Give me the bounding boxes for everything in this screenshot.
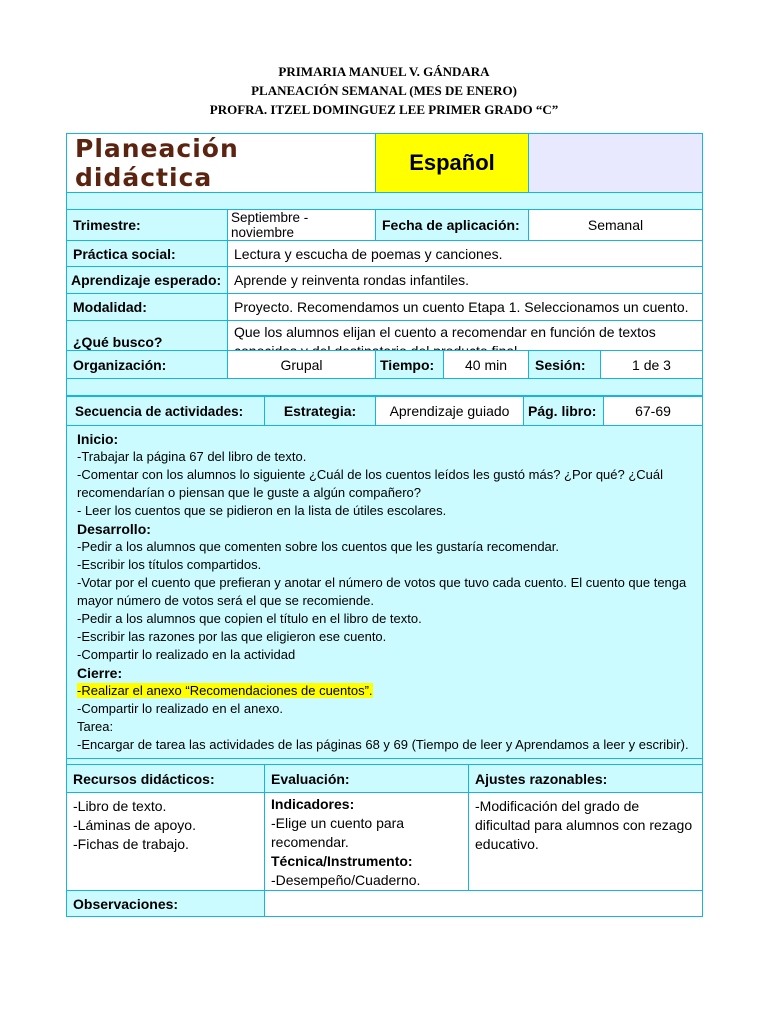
cierre-item: -Compartir lo realizado en el anexo.: [77, 701, 283, 716]
desarrollo-item: -Escribir las razones por las que eligieron ese cuento.: [77, 629, 387, 644]
organization-table: [66, 350, 702, 396]
plan-period: PLANEACIÓN SEMANAL (MES DE ENERO): [251, 83, 517, 98]
organizacion-value: Grupal: [228, 351, 376, 379]
info-table: [66, 133, 702, 380]
sesion-label: Sesión:: [529, 351, 601, 379]
organizacion-label: Organización:: [67, 351, 228, 379]
inicio-item: -Trabajar la página 67 del libro de texto.: [77, 449, 307, 464]
evaluacion-label: Evaluación:: [265, 765, 469, 793]
busco-label: ¿Qué busco?: [67, 321, 228, 363]
plan-title: Planeación didáctica: [67, 134, 376, 193]
estrategia-label: Estrategia:: [265, 397, 376, 426]
school-name: PRIMARIA MANUEL V. GÁNDARA: [278, 64, 490, 79]
busco-value: Que los alumnos elijan el cuento a recomendar en función de textos: [228, 321, 703, 363]
fecha-value: Semanal: [529, 210, 703, 241]
desarrollo-item: -Pedir a los alumnos que comenten sobre los cuentos que les gustaría recomendar.: [77, 539, 559, 554]
trimestre-value: Septiembre - noviembre: [228, 210, 376, 241]
estrategia-value: Aprendizaje guiado: [376, 397, 524, 426]
spacer-row: [67, 379, 703, 396]
sequence-table: [66, 396, 702, 778]
pag-label: Pág. libro:: [524, 397, 604, 426]
subject-label: Español: [376, 134, 529, 193]
recursos-list: [67, 793, 265, 891]
recursos-label: Recursos didácticos:: [67, 765, 265, 793]
practica-value: Lectura y escucha de poemas y canciones.: [228, 241, 703, 267]
evaluacion-content: [265, 793, 469, 891]
recurso-item: -Libro de texto.: [73, 798, 167, 814]
observaciones-label: Observaciones:: [67, 891, 265, 917]
inicio-item: -Comentar con los alumnos lo siguiente ¿Cuál de los cuentos leídos les gustó más? ¿Por qué? ¿Cuál recomendarían o piensan que le guste a algún compañero?: [77, 467, 664, 500]
recurso-item: -Láminas de apoyo.: [73, 817, 196, 833]
desarrollo-item: -Compartir lo realizado en la actividad: [77, 647, 296, 662]
recurso-item: -Fichas de trabajo.: [73, 836, 189, 852]
observaciones-value: [265, 891, 703, 917]
tarea-heading: Tarea:: [77, 719, 114, 734]
activity-sequence: [67, 426, 703, 759]
ajustes-label: Ajustes razonables:: [469, 765, 703, 793]
aprendizaje-label: Aprendizaje esperado:: [67, 267, 228, 294]
sesion-value: 1 de 3: [601, 351, 703, 379]
tecnica-label: Técnica/Instrumento:: [271, 853, 413, 869]
pag-value: 67-69: [604, 397, 703, 426]
tiempo-label: Tiempo:: [376, 351, 444, 379]
indicadores-value: -Elige un cuento para recomendar.: [271, 815, 405, 850]
desarrollo-item: -Pedir a los alumnos que copien el título en el libro de texto.: [77, 611, 422, 626]
secuencia-label: Secuencia de actividades:: [67, 397, 265, 426]
title-blank-cell: [529, 134, 703, 193]
teacher-grade: PROFRA. ITZEL DOMINGUEZ LEE PRIMER GRADO “C”: [209, 102, 559, 117]
spacer-row: [67, 193, 703, 210]
resources-table: [66, 764, 702, 917]
modalidad-value: Proyecto. Recomendamos un cuento Etapa 1. Seleccionamos un cuento.: [228, 294, 703, 321]
modalidad-label: Modalidad:: [67, 294, 228, 321]
cierre-heading: Cierre:: [77, 665, 123, 681]
cierre-highlighted-item: -Realizar el anexo “Recomendaciones de cuentos”.: [77, 683, 373, 698]
trimestre-label: Trimestre:: [67, 210, 228, 241]
desarrollo-item: -Escribir los títulos compartidos.: [77, 557, 262, 572]
document-header: [0, 62, 768, 119]
fecha-label: Fecha de aplicación:: [376, 210, 529, 241]
inicio-heading: Inicio:: [77, 431, 119, 447]
indicadores-label: Indicadores:: [271, 796, 355, 812]
tarea-item: -Encargar de tarea las actividades de las páginas 68 y 69 (Tiempo de leer y Aprendamos a leer y escribir).: [77, 737, 689, 752]
tiempo-value: 40 min: [444, 351, 529, 379]
practica-label: Práctica social:: [67, 241, 228, 267]
tecnica-value: -Desempeño/Cuaderno.: [271, 872, 421, 888]
inicio-item: - Leer los cuentos que se pidieron en la lista de útiles escolares.: [77, 503, 447, 518]
desarrollo-heading: Desarrollo:: [77, 521, 151, 537]
desarrollo-item: -Votar por el cuento que prefieran y anotar el número de votos que tuvo cada cuento. El cuento que tenga mayor número de votos será el que se recomiende.: [77, 575, 687, 608]
aprendizaje-value: Aprende y reinventa rondas infantiles.: [228, 267, 703, 294]
ajustes-value: -Modificación del grado de dificultad para alumnos con rezago educativo.: [469, 793, 703, 891]
